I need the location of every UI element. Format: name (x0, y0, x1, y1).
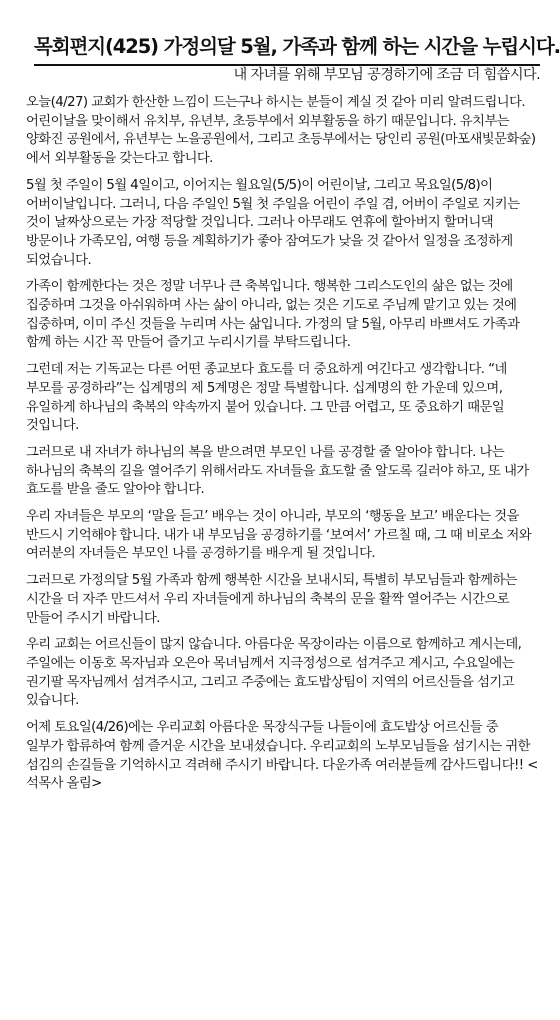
paragraph-5: 그러므로 내 자녀가 하나님의 복을 받으려면 부모인 나를 공경할 줄 알아야 합니다. 나는 하나님의 축복의 길을 열어주기 위해서라도 자녀들을 효도할 줄 알도록 길러야 하고, 또 내가 효도를 받을 줄도 알아야 합니다. (26, 444, 529, 498)
paragraph-2: 5월 첫 주일이 5월 4일이고, 이어지는 월요일(5/5)이 어린이날, 그리고 목요일(5/8)이 어버이날입니다. 그러니, 다음 주일인 5월 첫 주일을 어린이 주일 겸, 어버이 주일로 지키는 것이 날짜상으로는 가장 적당할 것입니다. 그러나 아무래도 연휴에 할아버지 할머니댁 방문이나 가족모임, 여행 등을 계획하기가 좋아 잠여도가 낮을 것 같아서 일정을 조정하게 되었습니다. (26, 177, 520, 268)
letter-body (26, 94, 538, 802)
subtitle: 내 자녀를 위해 부모님 공경하기에 조금 더 힘씁시다. (233, 67, 540, 83)
paragraph-1: 오늘(4/27) 교회가 한산한 느낌이 드는구나 하시는 분들이 계실 것 같아 미리 알려드립니다. 어린이날을 맞이해서 유치부, 유년부, 초등부에서 외부활동을 하기 때문입니다. 유치부는 양화진 공원에서, 유년부는 노을공원에서, 그리고 초등부에서는 당인리 공원(마포새빛문화숲)에서 외부활동을 갖는다고 합니다. (26, 95, 536, 167)
page-title: 목회편지(425) 가정의달 5월, 가족과 함께 하는 시간을 누립시다. (34, 35, 560, 58)
title-section (34, 30, 560, 66)
paragraph-7: 그러므로 가정의달 5월 가족과 함께 행복한 시간을 보내시되, 특별히 부모님들과 함께하는 시간을 더 자주 만드셔서 우리 자녀들에게 하나님의 축복의 문을 활짝 열어주는 시간으로 만들어 주시기 바랍니다. (26, 573, 517, 626)
paragraph-8: 우리 교회는 어르신들이 많지 않습니다. 아름다운 목장이라는 이름으로 함께하고 계시는데, 주일에는 이동호 목자님과 오은아 목녀님께서 지극정성으로 섬겨주고 계시고, 수요일에는 권기팔 목자님께서 섬겨주시고, 그리고 주중에는 효도밥상팀이 지역의 어르신들을 섬기고 있습니다. (26, 637, 522, 709)
paragraph-6: 우리 자녀들은 부모의 ‘말을 듣고’ 배우는 것이 아니라, 부모의 ‘행동을 보고’ 배운다는 것을 반드시 기억해야 합니다. 내가 내 부모님을 공경하기를 ‘보여서’ 가르칠 때, 그 때 비로소 저와 여러분의 자녀들은 부모인 나를 공경하기를 배우게 될 것입니다. (26, 509, 532, 562)
paragraph-4: 그런데 저는 기독교는 다른 어떤 종교보다 효도를 더 중요하게 여긴다고 생각합니다. “네 부모를 공경하라”는 십계명의 제 5계명은 정말 특별합니다. 십계명의 한 가운데 있으며, 유일하게 하나님의 축복의 약속까지 붙어 있습니다. 그 만큼 어렵고, 또 중요하기 때문일 것입니다. (26, 362, 507, 434)
paragraph-3: 가족이 함께한다는 것은 정말 너무나 큰 축복입니다. 행복한 그리스도인의 삶은 없는 것에 집중하며 그것을 아쉬워하며 사는 삶이 아니라, 없는 것은 기도로 주님께 맡기고 있는 것에 집중하며, 이미 주신 것들을 누리며 사는 삶입니다. 가정의 달 5월, 아무리 바쁘셔도 가족과 함께 하는 시간 꼭 만들어 즐기고 누리시기를 부탁드립니다. (26, 279, 520, 351)
paragraph-9: 어제 토요일(4/26)에는 우리교회 아름다운 목장식구들 나들이에 효도밥상 어르신들 중 일부가 합류하여 함께 즐거운 시간을 보내셨습니다. 우리교회의 노부모님들을 섬기시는 귀한 섬김의 손길들을 기억하시고 격려해 주시기 바랍니다. 다운가족 여러분들께 감사드립니다!! <석목사 올림> (26, 720, 538, 792)
